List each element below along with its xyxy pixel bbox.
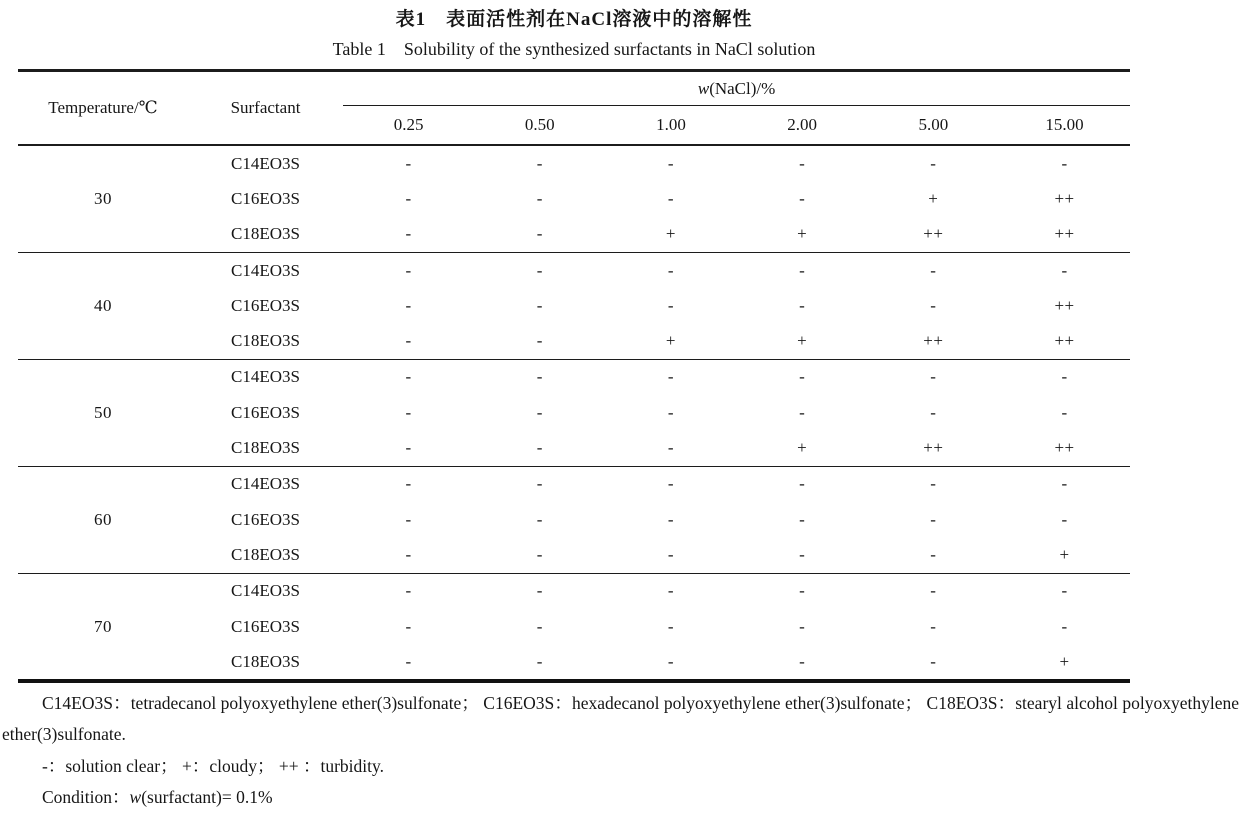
solubility-value-cell: ++	[1054, 438, 1075, 458]
solubility-value-cell: -	[930, 509, 937, 529]
solubility-value-cell: -	[405, 402, 412, 422]
solubility-value-cell: -	[1061, 153, 1068, 173]
solubility-value-cell: -	[405, 331, 412, 351]
solubility-value-cell: -	[868, 359, 999, 395]
solubility-value-cell: -	[868, 252, 999, 288]
solubility-value-cell: -	[474, 573, 605, 609]
solubility-value-cell: ++	[1054, 331, 1075, 351]
solubility-value-cell: -	[999, 466, 1130, 502]
solubility-value-cell: -	[667, 295, 675, 315]
temperature-cell: 50	[18, 359, 188, 466]
solubility-value-cell: -	[405, 153, 412, 173]
solubility-value-cell: +	[1059, 544, 1070, 564]
solubility-value-cell: -	[667, 438, 675, 458]
solubility-value-cell: -	[667, 651, 675, 671]
temperature-cell: 30	[94, 188, 112, 208]
solubility-value-cell: -	[343, 252, 474, 288]
surfactant-cell: C18EO3S	[231, 331, 300, 351]
surfactant-cell: C16EO3S	[231, 188, 300, 208]
temperature-cell: 60	[18, 466, 188, 573]
solubility-value-cell: -	[930, 544, 937, 564]
column-header-surfactant: Surfactant	[188, 71, 343, 146]
solubility-value-cell: -	[1061, 616, 1068, 636]
table-row	[18, 145, 1130, 181]
table-body	[18, 145, 1130, 681]
solubility-value-cell: -	[405, 651, 412, 671]
footnote-symbol-legend: -：solution clear； +：cloudy； ++ ：turbidity.	[42, 756, 384, 777]
solubility-value-cell: +	[928, 188, 939, 208]
solubility-value-cell: -	[799, 402, 806, 422]
solubility-value-cell: -	[405, 544, 412, 564]
table-row	[18, 466, 1130, 502]
solubility-value-cell: -	[999, 573, 1130, 609]
solubility-value-cell: -	[930, 295, 937, 315]
solubility-value-cell: -	[1061, 509, 1068, 529]
solubility-value-cell: -	[536, 402, 543, 422]
solubility-value-cell: -	[737, 359, 868, 395]
solubility-value-cell: -	[799, 651, 806, 671]
solubility-value-cell: +	[665, 224, 677, 244]
solubility-value-cell: -	[536, 295, 543, 315]
surfactant-cell: C16EO3S	[231, 295, 300, 315]
solubility-table-wrapper	[18, 69, 1130, 683]
solubility-value-cell: -	[474, 252, 605, 288]
solubility-value-cell: ++	[1054, 188, 1075, 208]
surfactant-cell: C16EO3S	[231, 402, 300, 422]
solubility-value-cell: -	[405, 188, 412, 208]
column-header-nacl-level: 1.00	[605, 106, 736, 146]
solubility-value-cell: ++	[1054, 224, 1075, 244]
solubility-table	[18, 69, 1130, 683]
solubility-value-cell: -	[667, 616, 675, 636]
solubility-value-cell: -	[343, 573, 474, 609]
temperature-cell: 70	[18, 573, 188, 681]
temperature-cell: 40	[18, 252, 188, 359]
solubility-value-cell: -	[536, 188, 543, 208]
solubility-value-cell: -	[536, 438, 543, 458]
solubility-value-cell: -	[405, 224, 412, 244]
solubility-value-cell: +	[665, 331, 677, 351]
solubility-value-cell: -	[605, 359, 736, 395]
solubility-value-cell: -	[536, 331, 543, 351]
column-header-temperature: Temperature/℃	[18, 71, 188, 146]
table-row	[18, 252, 1130, 288]
condition-rest: (surfactant)= 0.1%	[141, 787, 273, 808]
footnote-surfactant-definitions: C14EO3S：tetradecanol polyoxyethylene ether(3)sulfonate； C16EO3S：hexadecanol polyoxyethylene ether(3)sulfonate； C18EO3S：stearyl alcohol polyoxyethylene ether(3)sulfonate.	[2, 693, 1239, 745]
column-header-nacl-level: 0.25	[343, 106, 474, 146]
surfactant-cell: C14EO3S	[188, 573, 343, 609]
solubility-value-cell: -	[667, 544, 675, 564]
solubility-value-cell: -	[999, 359, 1130, 395]
solubility-value-cell: -	[605, 466, 736, 502]
solubility-value-cell: ++	[923, 224, 944, 244]
solubility-value-cell: -	[799, 153, 806, 173]
solubility-value-cell: -	[405, 295, 412, 315]
solubility-value-cell: ++	[923, 438, 944, 458]
solubility-value-cell: -	[667, 153, 675, 173]
column-header-nacl-level: 2.00	[737, 106, 868, 146]
table-row	[18, 359, 1130, 395]
solubility-value-cell: -	[667, 509, 675, 529]
surfactant-cell: C16EO3S	[231, 509, 300, 529]
solubility-value-cell: -	[667, 188, 675, 208]
solubility-value-cell: -	[737, 252, 868, 288]
solubility-value-cell: +	[797, 331, 808, 351]
footnote-condition	[2, 782, 1239, 813]
solubility-value-cell: -	[667, 402, 675, 422]
solubility-value-cell: -	[799, 188, 806, 208]
column-header-nacl-level: 15.00	[999, 106, 1130, 146]
solubility-value-cell: -	[930, 153, 937, 173]
table-titles	[0, 0, 1148, 63]
solubility-value-cell: -	[343, 466, 474, 502]
column-header-nacl-level: 5.00	[868, 106, 999, 146]
solubility-value-cell: -	[536, 153, 543, 173]
solubility-value-cell: -	[1061, 402, 1068, 422]
surfactant-cell: C18EO3S	[231, 544, 300, 564]
table-row	[18, 573, 1130, 609]
column-group-header-nacl	[343, 71, 1130, 106]
surfactant-cell: C14EO3S	[188, 466, 343, 502]
solubility-value-cell: +	[1059, 651, 1070, 671]
solubility-value-cell: -	[605, 573, 736, 609]
solubility-value-cell: -	[405, 438, 412, 458]
solubility-value-cell: -	[737, 466, 868, 502]
solubility-value-cell: -	[737, 573, 868, 609]
table-header	[18, 71, 1130, 146]
nacl-header-w: w	[697, 78, 710, 98]
nacl-header-rest: (NaCl)/%	[709, 78, 776, 98]
solubility-value-cell: -	[999, 252, 1130, 288]
solubility-value-cell: -	[930, 402, 937, 422]
column-header-nacl-level: 0.50	[474, 106, 605, 146]
surfactant-cell: C14EO3S	[188, 252, 343, 288]
solubility-value-cell: ++	[1054, 295, 1075, 315]
solubility-value-cell: +	[797, 438, 808, 458]
solubility-value-cell: -	[536, 509, 543, 529]
solubility-value-cell: -	[343, 359, 474, 395]
solubility-value-cell: -	[868, 573, 999, 609]
solubility-value-cell: -	[930, 651, 937, 671]
solubility-value-cell: -	[605, 252, 736, 288]
surfactant-cell: C14EO3S	[231, 153, 300, 173]
surfactant-cell: C14EO3S	[188, 359, 343, 395]
surfactant-cell: C16EO3S	[231, 616, 300, 636]
table-title-chinese: 表1 表面活性剂在NaCl溶液中的溶解性	[395, 9, 753, 30]
solubility-value-cell: -	[799, 295, 806, 315]
solubility-value-cell: -	[405, 616, 412, 636]
solubility-value-cell: -	[799, 544, 806, 564]
solubility-value-cell: +	[797, 224, 808, 244]
solubility-value-cell: -	[536, 224, 543, 244]
solubility-value-cell: -	[868, 466, 999, 502]
solubility-value-cell: -	[536, 544, 543, 564]
condition-w: w	[129, 787, 142, 808]
table-footnotes	[0, 683, 1243, 813]
solubility-value-cell: -	[405, 509, 412, 529]
solubility-value-cell: -	[930, 616, 937, 636]
solubility-value-cell: -	[536, 616, 543, 636]
solubility-value-cell: -	[799, 509, 806, 529]
solubility-value-cell: ++	[923, 331, 944, 351]
surfactant-cell: C18EO3S	[231, 438, 300, 458]
condition-prefix: Condition：	[42, 787, 130, 808]
table-title-english: Table 1 Solubility of the synthesized surfactants in NaCl solution	[332, 39, 816, 59]
surfactant-cell: C18EO3S	[231, 224, 300, 244]
solubility-value-cell: -	[474, 466, 605, 502]
solubility-value-cell: -	[799, 616, 806, 636]
surfactant-cell: C18EO3S	[231, 651, 300, 671]
solubility-value-cell: -	[474, 359, 605, 395]
solubility-value-cell: -	[536, 651, 543, 671]
